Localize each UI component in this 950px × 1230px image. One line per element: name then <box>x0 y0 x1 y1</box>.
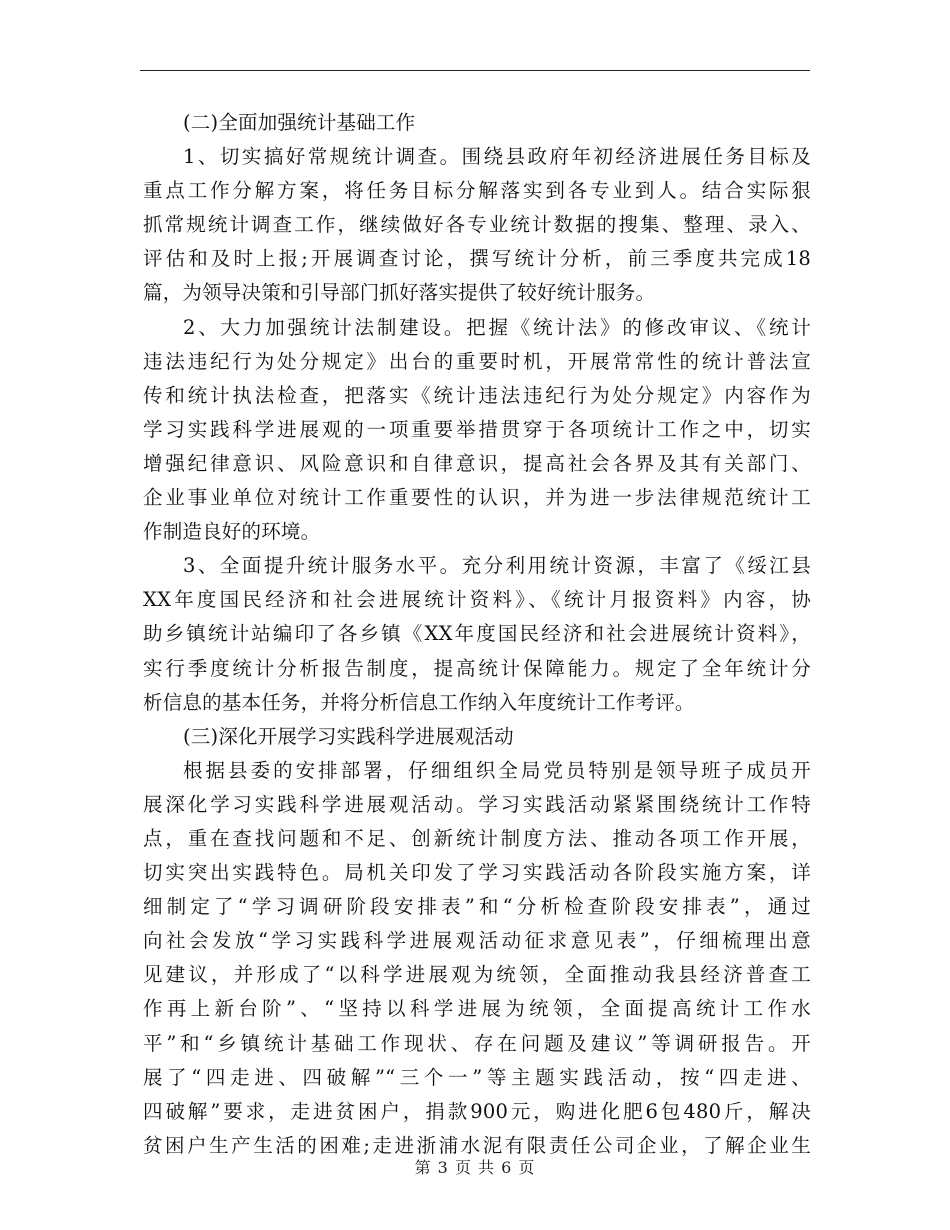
text-line: 作制造良好的环境。 <box>143 520 321 544</box>
text-line: 实行季度统计分析报告制度，提高统计保障能力。规定了全年统计分 <box>143 656 811 680</box>
text-line: 贫困户生产生活的困难;走进浙浦水泥有限责任公司企业，了解企业生 <box>143 1133 811 1157</box>
text-line: 3、全面提升统计服务水平。充分利用统计资源，丰富了《绥江县 <box>183 554 811 578</box>
text-line: 作再上新台阶”、“坚持以科学进展为统领，全面提高统计工作水 <box>143 997 811 1021</box>
text-line: 切实突出实践特色。局机关印发了学习实践活动各阶段实施方案，详 <box>143 861 811 885</box>
text-line: 展了“四走进、四破解”“三个一”等主题实践活动，按“四走进、 <box>143 1065 811 1089</box>
text-line: 助乡镇统计站编印了各乡镇《XX年度国民经济和社会进展统计资料》， <box>143 622 811 646</box>
page-number: 第 3 页 共 6 页 <box>414 1158 536 1177</box>
text-line: 评估和及时上报;开展调查讨论，撰写统计分析，前三季度共完成18 <box>143 247 811 271</box>
text-line: 析信息的基本任务，并将分析信息工作纳入年度统计工作考评。 <box>143 690 695 714</box>
text-line: 向社会发放“学习实践科学进展观活动征求意见表”，仔细梳理出意 <box>143 929 811 953</box>
text-line: 见建议，并形成了“以科学进展观为统领，全面推动我县经济普查工 <box>143 963 811 987</box>
text-line: 根据县委的安排部署，仔细组织全局党员特别是领导班子成员开 <box>183 758 811 782</box>
text-line: 企业事业单位对统计工作重要性的认识，并为进一步法律规范统计工 <box>143 486 811 510</box>
text-line: 四破解”要求，走进贫困户，捐款900元，购进化肥6包480斤，解决 <box>143 1099 811 1123</box>
document-body <box>143 106 811 1163</box>
text-line: 篇，为领导决策和引导部门抓好落实提供了较好统计服务。 <box>143 281 656 305</box>
text-line: 抓常规统计调查工作，继续做好各专业统计数据的搜集、整理、录入、 <box>143 213 811 237</box>
text-line: 平”和“乡镇统计基础工作现状、存在问题及建议”等调研报告。开 <box>143 1031 811 1055</box>
text-line: 违法违纪行为处分规定》出台的重要时机，开展常常性的统计普法宣 <box>143 349 811 373</box>
text-line: (三)深化开展学习实践科学进展观活动 <box>183 724 514 748</box>
text-line: 重点工作分解方案，将任务目标分解落实到各专业到人。结合实际狠 <box>143 179 811 203</box>
text-line: 点，重在查找问题和不足、创新统计制度方法、推动各项工作开展， <box>143 826 811 850</box>
text-line: (二)全面加强统计基础工作 <box>183 111 416 134</box>
text-line: 学习实践科学进展观的一项重要举措贯穿于各项统计工作之中，切实 <box>143 417 811 441</box>
text-line: 细制定了“学习调研阶段安排表”和“分析检查阶段安排表”，通过 <box>143 895 811 919</box>
text-line: 展深化学习实践科学进展观活动。学习实践活动紧紧围绕统计工作特 <box>143 792 811 816</box>
text-line: XX年度国民经济和社会进展统计资料》、《统计月报资料》内容，协 <box>143 588 811 612</box>
text-line: 2、大力加强统计法制建设。把握《统计法》的修改审议、《统计 <box>183 315 811 339</box>
text-line: 传和统计执法检查，把落实《统计违法违纪行为处分规定》内容作为 <box>143 383 811 407</box>
text-line: 1、切实搞好常规统计调查。围绕县政府年初经济进展任务目标及 <box>183 145 811 169</box>
page-footer <box>0 1155 950 1178</box>
text-line: 增强纪律意识、风险意识和自律意识，提高社会各界及其有关部门、 <box>143 451 811 475</box>
header-rule <box>140 70 810 71</box>
